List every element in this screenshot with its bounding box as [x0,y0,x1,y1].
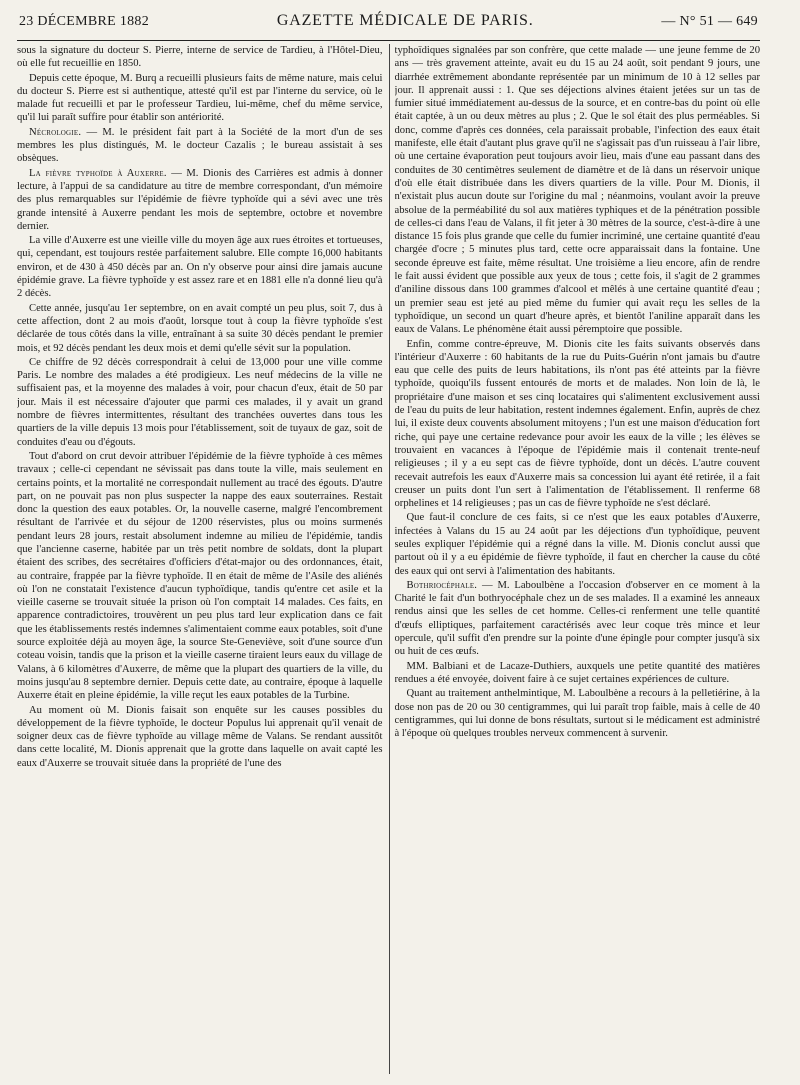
paragraph-text: Ce chiffre de 92 décès correspondrait à celui de 13,000 pour une ville comme Paris. Le nombre des malades a été prodigieux. Les neuf médecins de la ville ne suffisaient pas, et la moyenne des malades à voir, pour chacun d'eux, était de 50 par jour. Mais il est nécessaire d'ajouter que parmi ces malades, il y avait un grand nombre de fièvres intermittentes, résultant des tranchées ouvertes dans tous les quartiers de la ville depuis 13 mois pour l'établissement, soit de tuyaux de gaz, soit de conduites d'eau ou d'égouts. [17,356,383,448]
paragraph [17,302,383,355]
paragraph-text: Que faut-il conclure de ces faits, si ce n'est que les eaux potables d'Auxerre, infectées à Valans du 15 au 24 août par les déjections d'un typhoïdique, peuvent seules expliquer l'épidémie qui a régné dans la ville. M. Dionis conclut aussi que partout où il y a eu épidémie de fièvre typhoïde, il faut en chercher la cause du côté des eaux qui ont servi à l'alimentation des habitants. [394,512,760,577]
paragraph [17,167,383,233]
paragraph [17,356,383,449]
paragraph [17,126,383,166]
paragraph [395,660,761,687]
issue-date: 23 DÉCEMBRE 1882 [19,14,150,29]
paragraph-text: Enfin, comme contre-épreuve, M. Dionis cite les faits suivants observés dans l'intérieur d'Auxerre : 60 habitants de la rue du Puits-Guérin n'ont jamais bu d'autre eau que celle des puits de leurs habitations, ils n'ont pas été atteints par la fièvre typhoïde, quoiqu'ils fussent entourés de morts et de malades. Non loin de là, le propriétaire d'une maison et ses cinq locataires qui s'alimentent exclusivement aussi de l'eau du puits de leur habitation, restent indemnes également. Enfin, auprès de chez lui, il existe deux couvents absolument mitoyens ; l'un est une maison d'éducation fort riche, qui paye une certaine redevance pour avoir les eaux de la ville ; les élèves se trouvaient en vacances à l'époque de l'épidémie mais il contenait trente-neuf religieuses ; il y a eu sept cas de fièvre typhoïde, dont un décès. L'autre couvent recevait autrefois les eaux d'Auxerre mais sa concession lui ayant été retirée, il a fait creuser un puits dont l'un sert à l'alimentation de l'établissement. Il renferme 68 orphelines et 14 religieuses ; pas un cas de fièvre typhoïde ne s'est déclaré. [394,338,760,510]
paragraph-text: Quant au traitement anthelmintique, M. Laboulbène a recours à la pelletiérine, à la dose non pas de 20 ou 30 centigrammes, qui lui paraît trop faible, mais à celle de 40 centigrammes, qui lui donne de bons résultats, surtout si le médicament est administré à l'époque où quelques troubles nerveux commencent à survenir. [394,688,760,740]
paragraph-text: sous la signature du docteur S. Pierre, interne de service de Tardieu, à l'Hôtel-Dieu, où elle fut recueillie en 1850. [17,45,383,70]
header-rule [17,40,760,41]
issue-and-page-number: — N° 51 — 649 [661,14,758,29]
paragraph [395,338,761,511]
paragraph-text: — M. Dionis des Carrières est admis à donner lecture, à l'appui de sa candidature au titre de membre correspondant, d'un mémoire des plus remarquables sur l'épidémie de fièvre typhoïde qui a sévi avec une très grande intensité à Auxerre pendant les mois de septembre, octobre et novembre dernier. [17,167,383,232]
paragraph-text: MM. Balbiani et de Lacaze-Duthiers, auxquels une petite quantité des matières rendues a été envoyée, doivent faire à ce sujet certaines expériences de culture. [394,660,760,685]
paragraph [395,579,761,659]
paragraph [17,44,383,71]
journal-title: GAZETTE MÉDICALE DE PARIS. [276,12,534,29]
paragraph [17,72,383,125]
paragraph-text: typhoïdiques signalées par son confrère, que cette malade — une jeune femme de 20 ans — très gravement atteinte, avait eu du 15 au 24 août, soit pendant 9 jours, une diarrhée extrêmement abondante représentée par un minimum de 10 à 12 selles par jour. Il apprenait aussi : 1. Que ses déjections alvines étaient jetées sur un tas de fumier situé immédiatement au-dessus de la source, et en contre-bas du point où elle était captée, à un ou deux mètres au plus ; 2. Que le sol était des plus perméables. Si donc, comme d'après ces données, cela paraissait probable, l'infection des eaux était manifeste, elle était d'autant plus grave qu'il ne s'agissait pas d'un ruisseau à l'air libre, où une certaine évaporation peut toujours avoir lieu, mais d'une eau passant dans des conduites de 30 centimètres seulement de diamètre et de là dans un réservoir unique d'où elle était distribuée dans les divers quartiers de la ville. Pour M. Dionis, il n'existait plus aucun doute sur l'origine du mal ; néanmoins, voulant avoir la preuve absolue de la perméabilité du sol aux matières typhiques et de la pénétration possible de celles-ci dans l'eau de Valans, il fit jeter à 30 mètres de la source, c'est-à-dire à une distance 15 fois plus grande que celle du fumier incriminé, une certaine quantité d'eau chargée d'ocre ; 5 minutes plus tard, cette ocre apparaissait dans la fontaine. Une seconde épreuve est faite, même résultat. Une troisième a lieu encore, afin de rendre le fait aussi évident que possible aux yeux de tous ; cette fois, il s'agit de 2 grammes d'aniline dissous dans 100 grammes d'alcool et mêlés à une certaine quantité d'eau ; un premier seau est jeté au pied même du fumier qui avait reçu les selles de la typhoïdique, un second un quart d'heure après, et bientôt l'aniline apparaît dans les eaux de Valans. Le phénomène était aussi péremptoire que possible. [394,45,760,336]
right-column [395,44,761,1074]
paragraph-text: — M. Laboulbène a l'occasion d'observer en ce moment à la Charité le fait d'un bothryocéphale chez un de ses malades. Il a examiné les anneaux rendus ainsi que les selles de cet homme. Celles-ci renferment une telle quantité d'œufs elliptiques, parfaitement caractérisés avec leur coque très mince et leur opercule, qu'il suffit d'en prendre sur la pointe d'une épingle pour compter jusqu'à six ou huit de ces œufs. [394,579,760,658]
paragraph [17,704,383,770]
paragraph [17,234,383,300]
section-lead: La fièvre typhoïde à Auxerre. [29,167,167,179]
paragraph [395,511,761,577]
paragraph-text: — M. le président fait part à la Société de la mort d'un de ses membres les plus distingués, M. le docteur Cazalis ; le bureau assistait à ses obsèques. [17,126,383,165]
running-header [17,10,760,40]
paragraph [17,450,383,703]
section-lead: Bothriocéphale. [406,579,478,591]
text-columns [17,44,760,1074]
paragraph-text: Depuis cette époque, M. Burq a recueilli plusieurs faits de même nature, mais celui du docteur S. Pierre est si authentique, attesté qu'il est par l'interne du service, où le malade fut recueilli et par le professeur Tardieu, lui-même, chef du même service, qu'il lui paraît suffire pour établir son antériorité. [17,72,383,124]
section-lead: Nécrologie. [29,126,82,138]
paragraph-text: Au moment où M. Dionis faisait son enquête sur les causes possibles du développement de la fièvre typhoïde, le docteur Populus lui apprenait qu'il venait de soigner deux cas de fièvre typhoïde au village même de Valans. Se rendant aussitôt dans cette localité, M. Dionis apprenait que la grotte dans laquelle on avait capté les eaux d'Auxerre se trouvait située dans la propriété de l'une des [17,704,383,769]
left-column [17,44,383,1074]
paragraph [395,44,761,337]
column-divider [389,44,390,1074]
paragraph-text: Cette année, jusqu'au 1er septembre, on en avait compté un peu plus, soit 7, dus à cette affection, dont 2 au mois d'août, lorsque tout à coup la fièvre typhoïde s'est déclarée de tous côtés dans la ville, entraînant à sa suite 30 décès pendant le premier mois, et 92 décès pendant les deux mois et demi qu'elle sévit sur la population. [17,302,383,354]
paragraph [395,687,761,740]
paragraph-text: La ville d'Auxerre est une vieille ville du moyen âge aux rues étroites et tortueuses, qui, cependant, est toujours restée parfaitement salubre. Elle compte 16,000 habitants environ, et de 430 à 450 décès par an. On n'y observe pour ainsi dire jamais aucune épidémie grave. La fièvre typhoïde y est assez rare et en 1881 elle n'a donné lieu qu'à 2 décès. [17,235,383,300]
paragraph-text: Tout d'abord on crut devoir attribuer l'épidémie de la fièvre typhoïde à ces mêmes travaux ; celle-ci cependant ne sévissait pas dans toute la ville, mais seulement en certains points, et la mortalité ne correspondait nullement au tracé des égouts. D'autre part, on ne pouvait pas non plus suspecter la nappe des eaux souterraines. Restait donc la question des eaux potables. Or, la nouvelle caserne, malgré l'encombrement résultant de l'arrivée et du séjour de 1200 réservistes, plus ou moins surmenés pendant leurs 28 jours, restait absolument indemne au milieu de l'épidémie, tandis que l'ancienne caserne, habitée par un très petit nombre de soldats, dont la plupart étaient des scribes, des secrétaires d'officiers d'état-major ou des ordonnances, était, au contraire, frappée par la fièvre typhoïde. Il en était de même de l'Asile des aliénés où l'on ne constatait l'existence d'aucun typhoïdique, tandis qu'entre cet asile et la vieille caserne se trouvait située la prison où l'on comptait 14 malades. Ces faits, en apparence contradictoires, trouvèrent un peu plus tard leur explication dans ce fait que les établissements restés indemnes s'alimentaient comme eaux potables, soit d'une source exploitée déjà au moyen âge, la source Ste-Geneviève, soit d'une source d'un coteau voisin, tandis que la prison et la vieille caserne tiraient leurs eaux du village de Valans, à 6 kilomètres d'Auxerre, de même que la plupart des quartiers de la ville, du moins jusqu'au 8 septembre dernier. Depuis cette date, au contraire, époque à laquelle Auxerre était en pleine épidémie, la ville reçut les eaux potables de la Turbine. [17,450,383,702]
